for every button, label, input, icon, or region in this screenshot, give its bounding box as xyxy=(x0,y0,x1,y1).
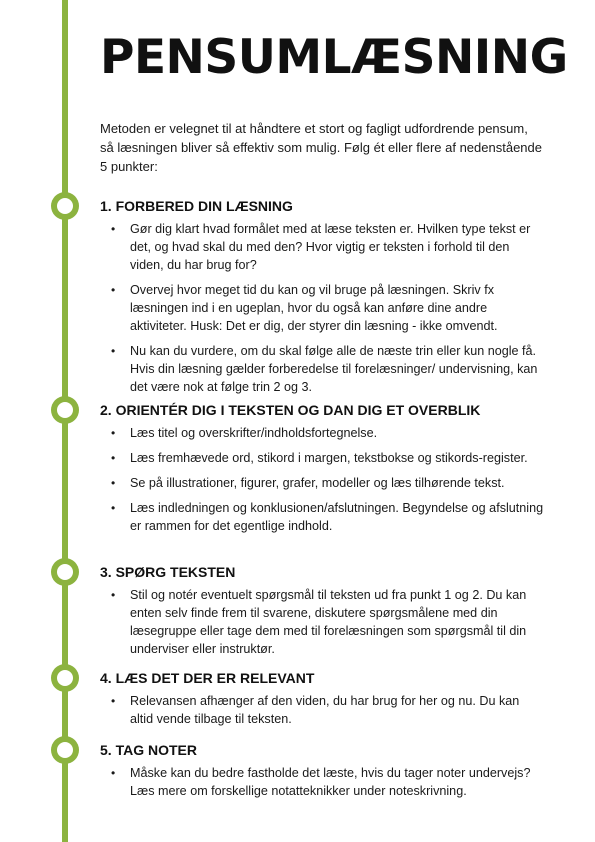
timeline-node-5 xyxy=(51,736,79,764)
section-heading: 5. TAG NOTER xyxy=(100,742,197,758)
section-take-notes xyxy=(100,741,545,807)
bullet-list xyxy=(100,424,545,535)
list-item: • Læs fremhævede ord, stikord i margen, tekstbokse og stikords-register. xyxy=(100,449,545,467)
section-prepare xyxy=(100,197,545,403)
page-title: PENSUMLÆSNING xyxy=(100,30,568,85)
intro-text: Metoden er velegnet til at håndtere et stort og fagligt udfordrende pensum, så læsningen bliver så effektiv som mulig. Følg ét eller flere af nedenstående 5 punkter: xyxy=(100,121,542,174)
section-read-relevant xyxy=(100,669,545,735)
section-heading: 3. SPØRG TEKSTEN xyxy=(100,564,236,580)
bullet-list xyxy=(100,220,545,396)
list-item: • Nu kan du vurdere, om du skal følge alle de næste trin eller kun nogle få. Hvis din læsning gælder forberedelse til forelæsninger/ undervisning, kan det være nok at følge trin 2 og 3. xyxy=(100,342,545,396)
list-item: • Måske kan du bedre fastholde det læste, hvis du tager noter undervejs? Læs mere om forskellige notatteknikker under noteskrivning. xyxy=(100,764,545,800)
timeline-node-4 xyxy=(51,664,79,692)
bullet-list xyxy=(100,692,545,728)
list-item: • Læs titel og overskrifter/indholdsfortegnelse. xyxy=(100,424,545,442)
list-item: • Relevansen afhænger af den viden, du har brug for her og nu. Du kan altid vende tilbage til teksten. xyxy=(100,692,545,728)
timeline-node-1 xyxy=(51,192,79,220)
timeline-node-3 xyxy=(51,558,79,586)
list-item: • Gør dig klart hvad formålet med at læse teksten er. Hvilken type tekst er det, og hvad skal du med den? Hvor vigtig er teksten i forhold til den viden, du har brug for? xyxy=(100,220,545,274)
section-heading: 2. ORIENTÉR DIG I TEKSTEN OG DAN DIG ET OVERBLIK xyxy=(100,402,481,418)
list-item: • Læs indledningen og konklusionen/afslutningen. Begyndelse og afslutning er rammen for det egentlige indhold. xyxy=(100,499,545,535)
section-heading: 4. LÆS DET DER ER RELEVANT xyxy=(100,670,315,686)
list-item: • Stil og notér eventuelt spørgsmål til teksten ud fra punkt 1 og 2. Du kan enten selv finde frem til svarene, diskutere spørgsmålene med din læsegruppe eller tage dem med til forelæsningen som spørgsmål til din underviser eller instruktør. xyxy=(100,586,545,658)
bullet-list xyxy=(100,764,545,800)
list-item: • Se på illustrationer, figurer, grafer, modeller og læs tilhørende tekst. xyxy=(100,474,545,492)
section-heading: 1. FORBERED DIN LÆSNING xyxy=(100,198,293,214)
list-item: • Overvej hvor meget tid du kan og vil bruge på læsningen. Skriv fx læsningen ind i en ugeplan, hvor du også kan anføre dine andre aktiviteter. Husk: Det er dig, der styrer din læsning - ikke omvendt. xyxy=(100,281,545,335)
section-question xyxy=(100,563,545,665)
timeline-node-2 xyxy=(51,396,79,424)
section-orient xyxy=(100,401,545,542)
bullet-list xyxy=(100,586,545,658)
